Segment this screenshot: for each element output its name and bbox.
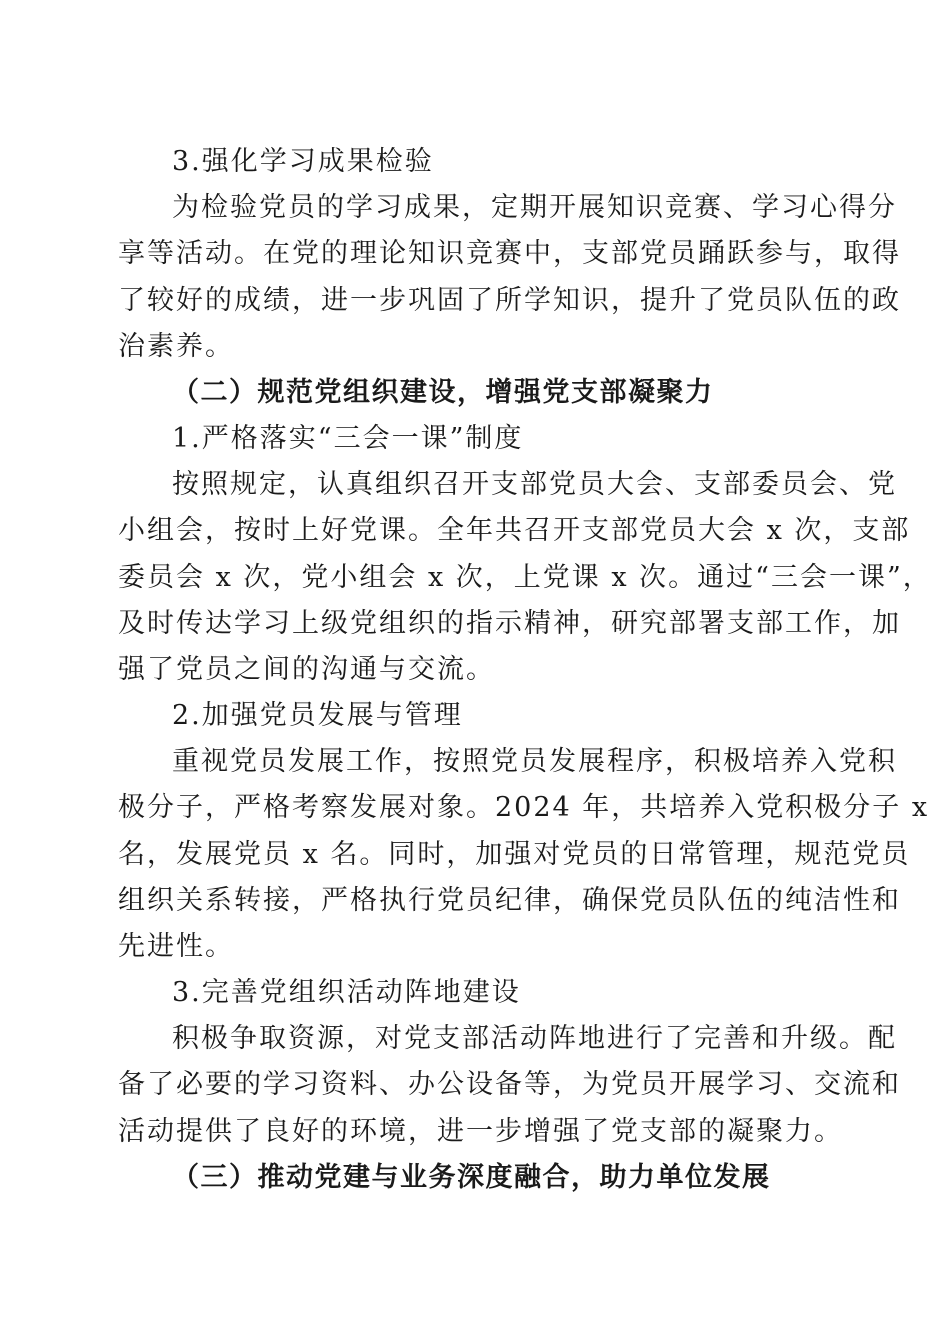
paragraph-line: 活动提供了良好的环境，进一步增强了党支部的凝聚力。 [118, 1116, 843, 1147]
paragraph-line: 积极争取资源，对党支部活动阵地进行了完善和升级。配 [172, 1023, 897, 1054]
paragraph-line: 为检验党员的学习成果，定期开展知识竞赛、学习心得分 [172, 192, 897, 223]
paragraph-line: 及时传达学习上级党组织的指示精神，研究部署支部工作，加 [118, 608, 901, 639]
section-heading-2: （二）规范党组织建设，增强党支部凝聚力 [172, 377, 714, 408]
paragraph-line: 极分子，严格考察发展对象。2024 年，共培养入党积极分子 x [118, 792, 930, 823]
paragraph-line: 强了党员之间的沟通与交流。 [118, 654, 495, 685]
paragraph-line: 重视党员发展工作，按照党员发展程序，积极培养入党积 [172, 746, 897, 777]
subheading-1-three-meetings: 1.严格落实“三会一课”制度 [172, 423, 524, 454]
subheading-3-strengthen-learning: 3.强化学习成果检验 [172, 146, 434, 177]
paragraph-line: 了较好的成绩，进一步巩固了所学知识，提升了党员队伍的政 [118, 285, 901, 316]
paragraph-line: 名，发展党员 x 名。同时，加强对党员的日常管理，规范党员 [118, 839, 911, 870]
paragraph-line: 享等活动。在党的理论知识竞赛中，支部党员踊跃参与，取得 [118, 238, 901, 269]
paragraph-line: 先进性。 [118, 931, 234, 962]
section-heading-3: （三）推动党建与业务深度融合，助力单位发展 [172, 1162, 771, 1193]
paragraph-line: 小组会，按时上好党课。全年共召开支部党员大会 x 次，支部 [118, 515, 911, 546]
paragraph-line: 备了必要的学习资料、办公设备等，为党员开展学习、交流和 [118, 1069, 901, 1100]
subheading-2-member-development: 2.加强党员发展与管理 [172, 700, 463, 731]
paragraph-line: 按照规定，认真组织召开支部党员大会、支部委员会、党 [172, 469, 897, 500]
paragraph-line: 组织关系转接，严格执行党员纪律，确保党员队伍的纯洁性和 [118, 885, 901, 916]
paragraph-line: 治素养。 [118, 331, 234, 362]
paragraph-line: 委员会 x 次，党小组会 x 次，上党课 x 次。通过“三会一课”， [118, 562, 932, 593]
subheading-3-activity-venue: 3.完善党组织活动阵地建设 [172, 977, 521, 1008]
